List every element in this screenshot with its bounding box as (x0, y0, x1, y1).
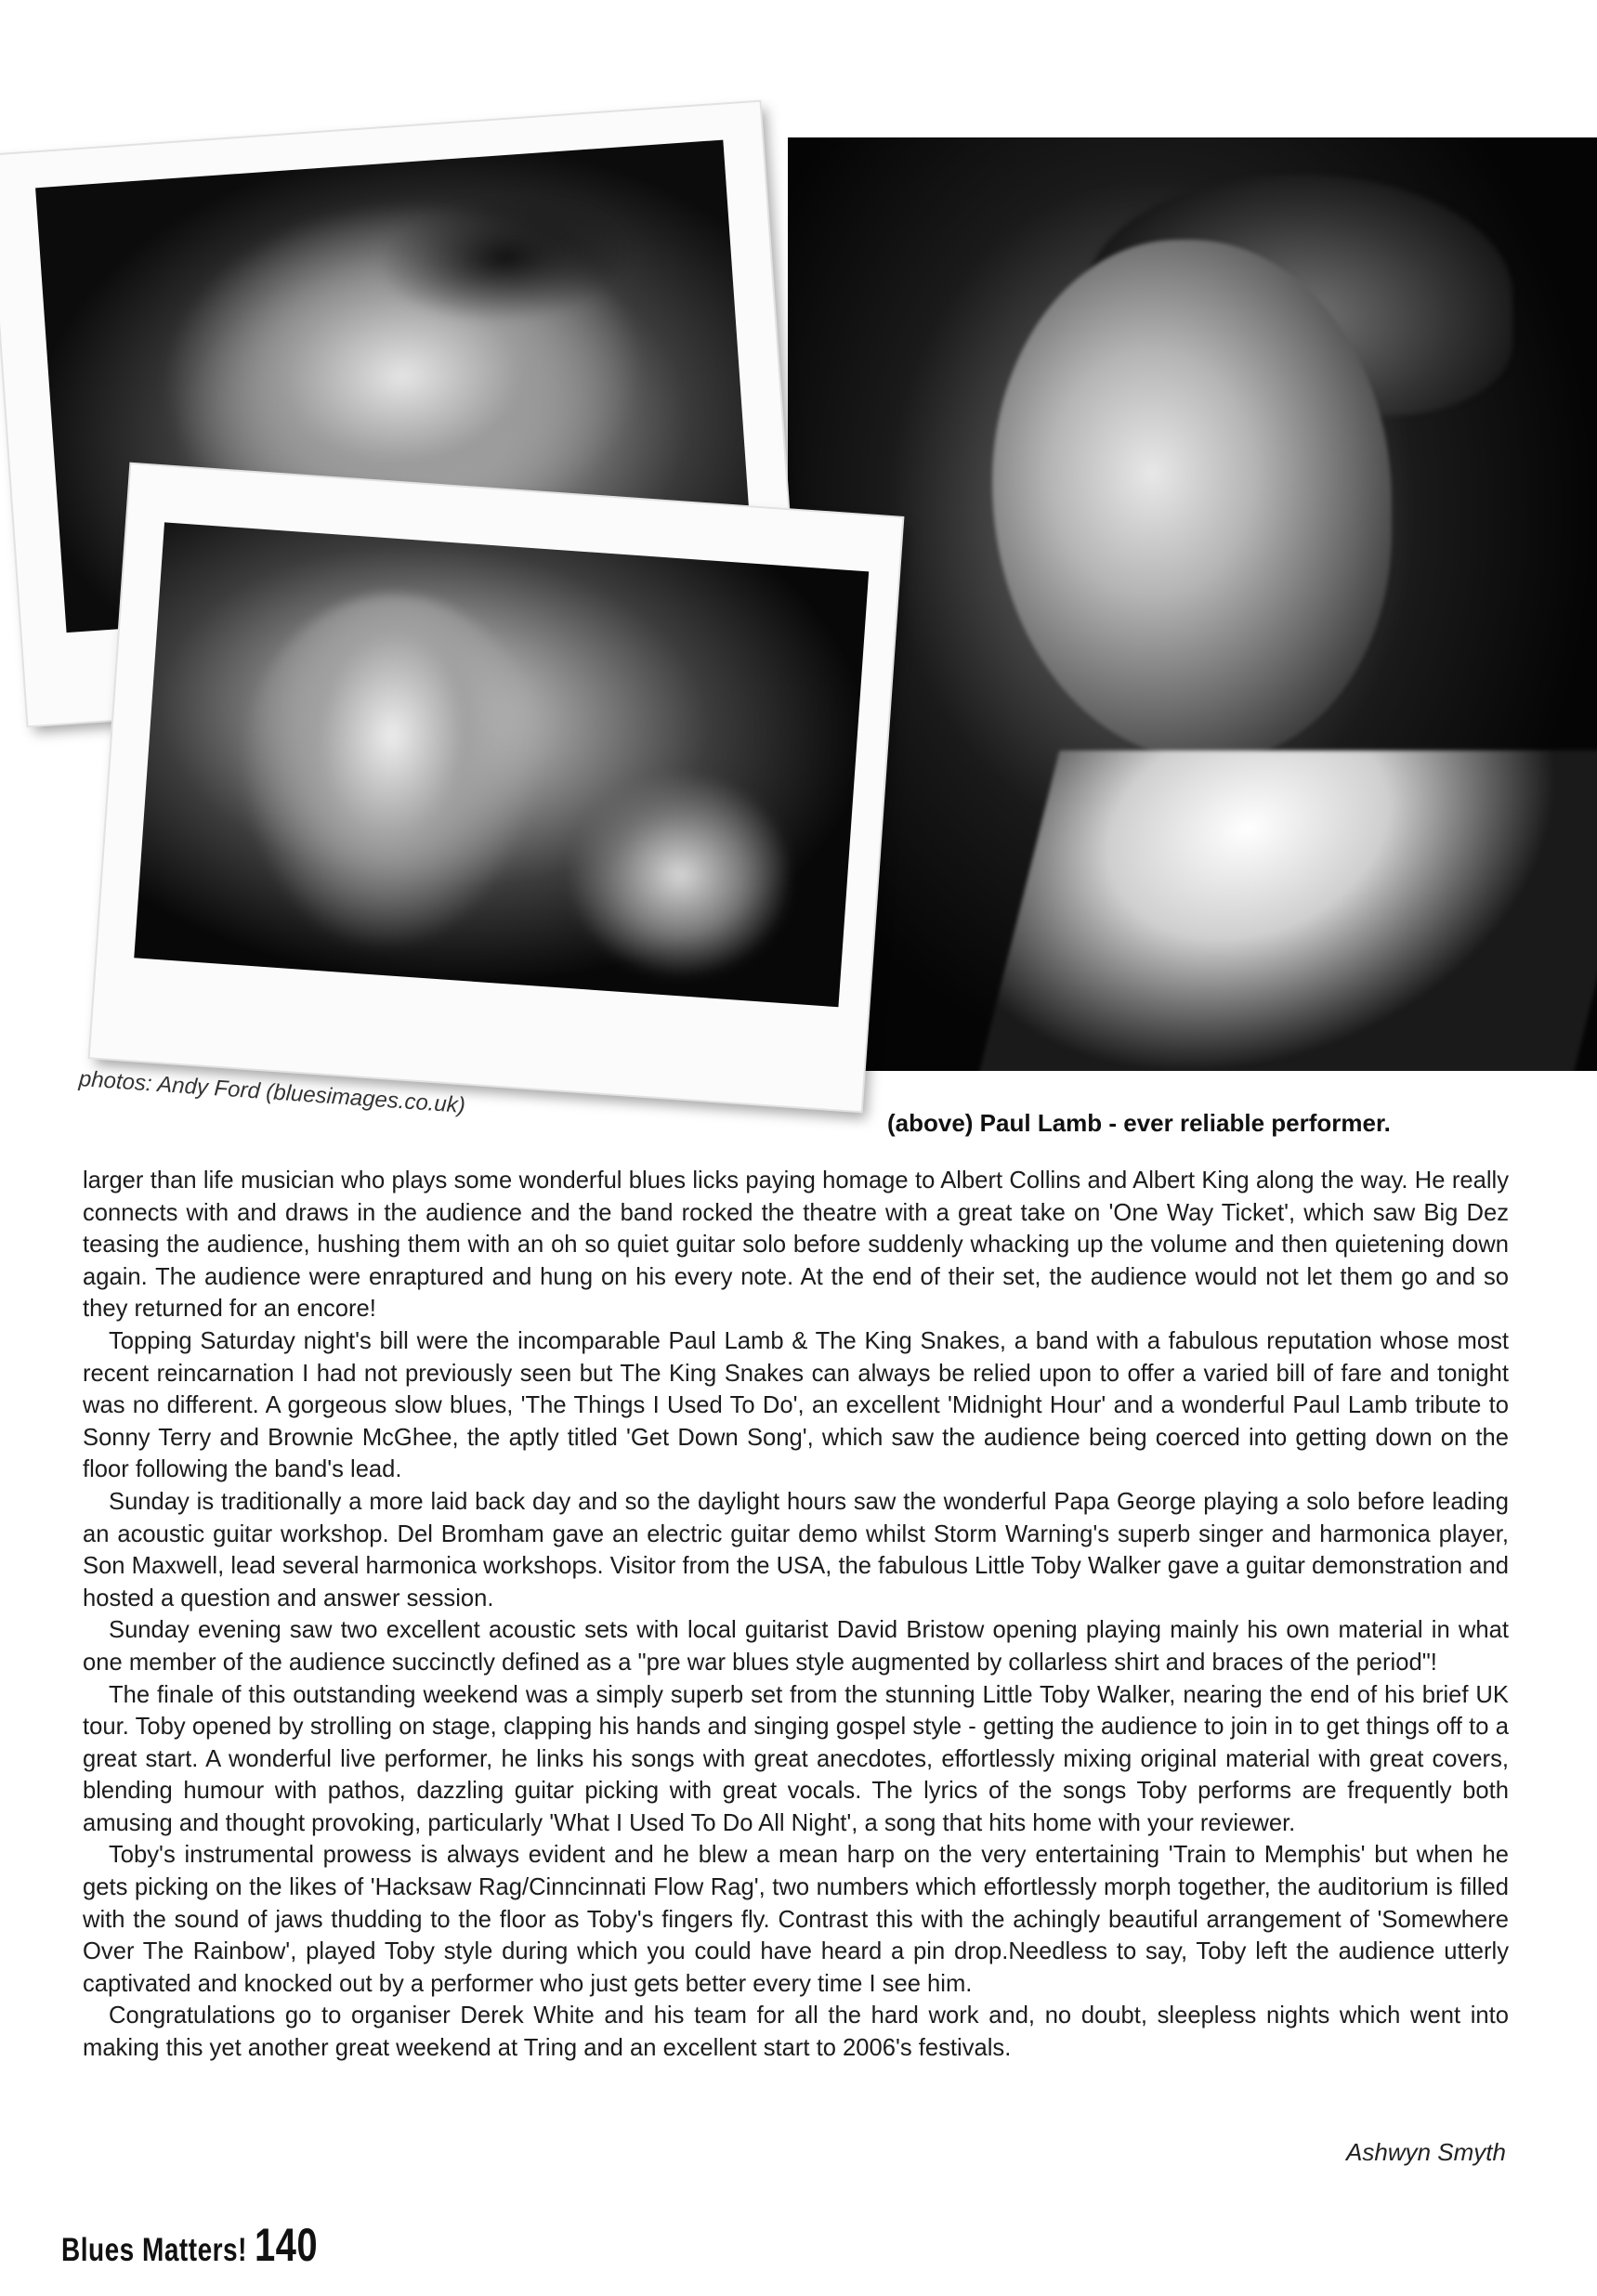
polaroid-photo-bottom (90, 464, 903, 1111)
article-paragraph: larger than life musician who plays some wonderful blues licks paying homage to Albert Collins and Albert King along the way. He really connects with and draws in the audience and the band rocked the theatre with a great take on 'One Way Ticket', which saw Big Dez teasing the audience, hushing them with an oh so quiet guitar solo before suddenly whacking up the volume and then quietening down again. The audience were enraptured and hung on his every note. At the end of their set, the audience would not let them go and so they returned for an encore! (83, 1168, 1509, 1323)
page-footer (61, 2220, 318, 2272)
magazine-name: Blues Matters! (61, 2231, 247, 2268)
photo-credit-caption: photos: Andy Ford (bluesimages.co.uk) (78, 1066, 466, 1118)
photo-face-shape (992, 240, 1392, 760)
article-paragraph: Sunday evening saw two excellent acoustic sets with local guitarist David Bristow opening playing mainly his own material in what one member of the audience succinctly defined as a "pre war blues style augmented by collarless shirt and braces of the period"! (83, 1617, 1509, 1676)
article-paragraph: Toby's instrumental prowess is always evident and he blew a mean harp on the very entertaining 'Train to Memphis' but when he gets picking on the likes of 'Hacksaw Rag/Cinncinnati Flow Rag', two numbers which effortlessly morph together, the auditorium is filled with the sound of jaws thudding to the floor as Toby's fingers fly. Contrast this with the achingly beautiful arrangement of 'Somewhere Over The Rainbow', played Toby style during which you could have heard a pin drop.Needless to say, Toby left the audience utterly captivated and knocked out by a performer who just gets better every time I see him. (83, 1842, 1509, 1997)
article-body (83, 1165, 1509, 2065)
article-paragraph: Sunday is traditionally a more laid back day and so the daylight hours saw the wonderful Papa George playing a solo before leading an acoustic guitar workshop. Del Bromham gave an electric guitar demo whilst Storm Warning's superb singer and harmonica player, Son Maxwell, lead several harmonica workshops. Visitor from the USA, the fabulous Little Toby Walker gave a guitar demonstration and hosted a question and answer session. (83, 1488, 1509, 1611)
photo-caption: (above) Paul Lamb - ever reliable performer. (887, 1109, 1391, 1137)
article-paragraph: The finale of this outstanding weekend was a simply superb set from the stunning Little Toby Walker, nearing the end of his brief UK tour. Toby opened by strolling on stage, clapping his hands and singing gospel style - getting the audience to join in to get things off to a great start. A wonderful live performer, he links his songs with great anecdotes, effortlessly mixing original material with great covers, blending humour with pathos, dazzling guitar picking with great vocals. The lyrics of the songs Toby performs are frequently both amusing and thought provoking, particularly 'What I Used To Do All Night', a song that hits home with your reviewer. (83, 1681, 1509, 1836)
article-paragraph: Congratulations go to organiser Derek White and his team for all the hard work and, no doubt, sleepless nights which went into making this yet another great weekend at Tring and an excellent start to 2006's festivals. (83, 2002, 1509, 2062)
author-byline: Ashwyn Smyth (1346, 2138, 1506, 2166)
photo-paul-lamb (788, 137, 1597, 1071)
article-paragraph: Topping Saturday night's bill were the incomparable Paul Lamb & The King Snakes, a band with a fabulous reputation whose most recent reincarnation I had not previously seen but The King Snakes can always be relied upon to offer a varied bill of fare and tonight was no different. A gorgeous slow blues, 'The Things I Used To Do', an excellent 'Midnight Hour' and a wonderful Paul Lamb tribute to Sonny Terry and Brownie McGhee, the aptly titled 'Get Down Song', which saw the audience being coerced into getting down on the floor following the band's lead. (83, 1327, 1509, 1483)
photo-harmonica-player (134, 522, 869, 1007)
photo-shirt-shape (962, 750, 1597, 1071)
page-number: 140 (254, 2220, 319, 2272)
